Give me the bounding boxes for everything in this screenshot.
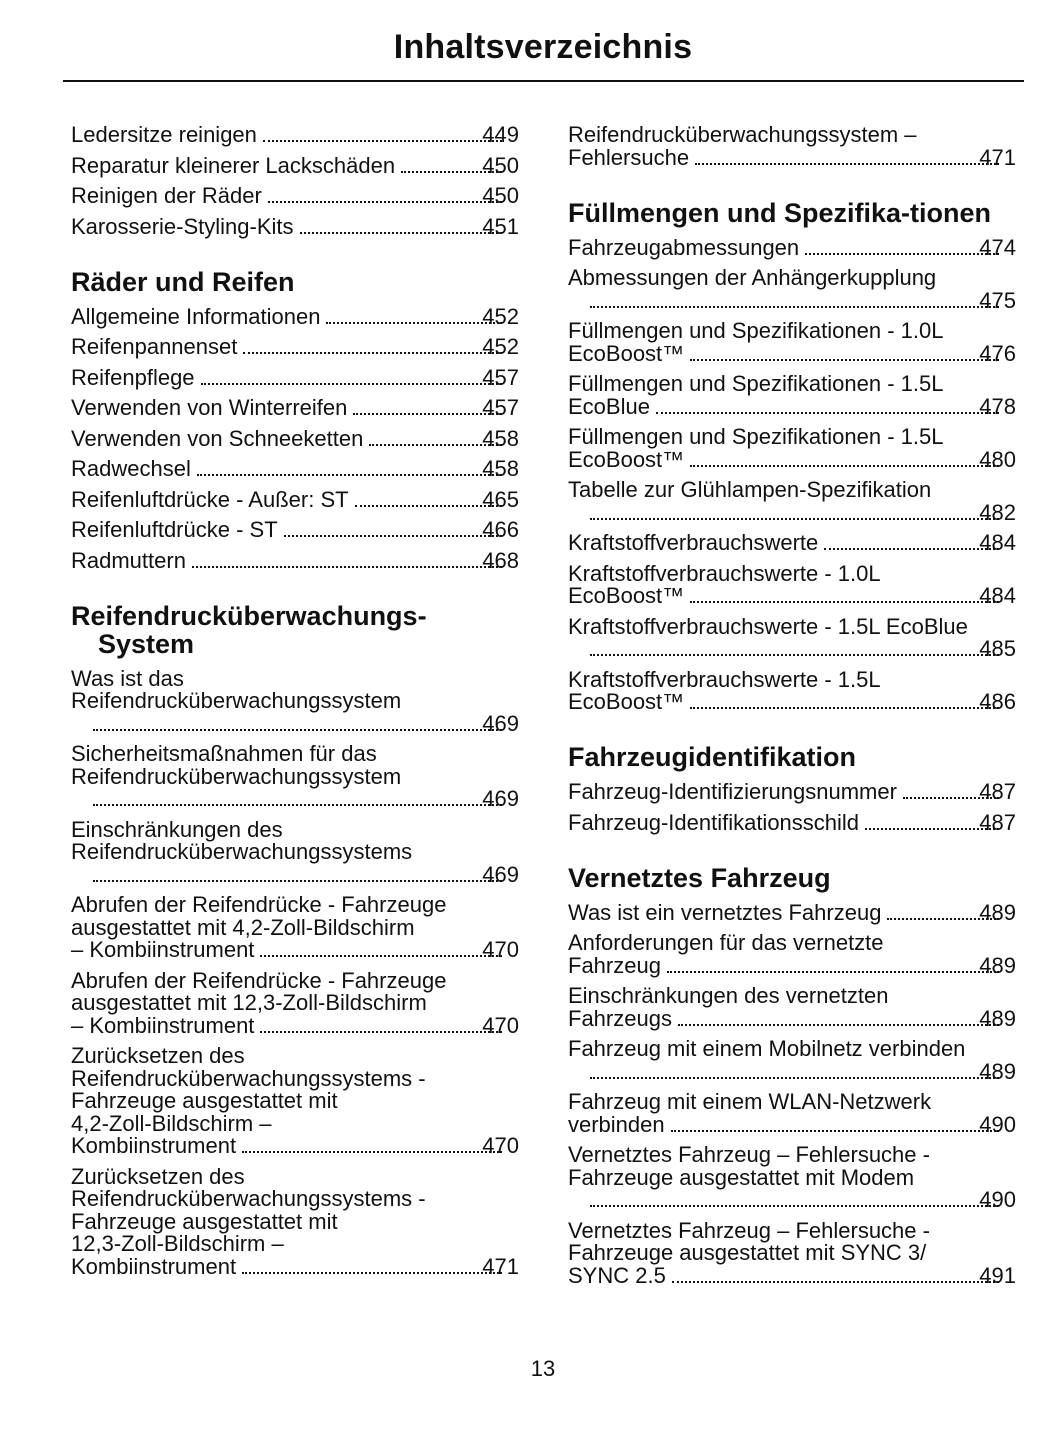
dot-leader xyxy=(263,140,502,142)
title-divider xyxy=(63,80,1024,82)
toc-entry-text: – Kombiinstrument xyxy=(71,1012,255,1038)
dot-leader xyxy=(678,1024,999,1026)
toc-entry-line xyxy=(568,393,1016,419)
toc-entry-text: EcoBlue xyxy=(568,393,650,419)
toc-entry-line xyxy=(568,477,1016,502)
toc-entry-text: Reifendrucküberwachungssystem – xyxy=(568,122,917,147)
toc-entry[interactable] xyxy=(568,426,1016,472)
toc-entry-line xyxy=(568,899,1016,925)
toc-entry-line xyxy=(71,665,519,691)
toc-entry-line xyxy=(71,1043,519,1068)
dot-leader xyxy=(690,465,999,467)
toc-entry-text: verbinden xyxy=(568,1111,665,1137)
toc-entry-text: Einschränkungen des vernetzten xyxy=(568,983,889,1008)
toc-page-number: 487 xyxy=(979,779,1016,804)
toc-entry-line xyxy=(71,1186,519,1211)
toc-entry-text: Fehlersuche xyxy=(568,144,690,170)
toc-entry[interactable] xyxy=(568,1038,1016,1084)
toc-entry-text: Reinigen der Räder xyxy=(71,183,262,208)
toc-entry[interactable] xyxy=(568,267,1016,313)
toc-entry-text: Was ist das xyxy=(71,665,184,691)
toc-entry-line xyxy=(568,1217,1016,1243)
dot-leader xyxy=(590,654,999,656)
toc-page-number: 485 xyxy=(979,636,1016,661)
toc-entry-text: Reifendrucküberwachungssystem xyxy=(71,688,402,713)
toc-entry-text: EcoBoost™ xyxy=(568,446,685,472)
toc-entry-text: Reifenluftdrücke - ST xyxy=(71,517,278,542)
toc-entry-text: Einschränkungen des xyxy=(71,816,283,842)
dot-leader xyxy=(268,201,503,203)
toc-entry[interactable] xyxy=(568,479,1016,525)
section-heading: Fahrzeugidentifikation xyxy=(568,742,857,772)
toc-page-number: 476 xyxy=(979,340,1016,366)
toc-page-number: 490 xyxy=(979,1187,1016,1212)
toc-entry-line xyxy=(568,371,1016,396)
toc-entry[interactable] xyxy=(71,185,519,208)
toc-entry-text: Reifenpannenset xyxy=(71,334,238,359)
toc-entry[interactable] xyxy=(71,397,519,420)
toc-page-number: 489 xyxy=(979,899,1016,925)
toc-entry-text: Fahrzeuge ausgestattet mit SYNC 3/ xyxy=(568,1240,927,1265)
toc-entry-line xyxy=(568,952,1016,978)
toc-entry-text: Fahrzeugs xyxy=(568,1005,672,1031)
dot-leader xyxy=(192,566,502,568)
toc-entry-text: Kraftstoffverbrauchswerte - 1.5L EcoBlue xyxy=(568,613,968,639)
toc-entry-line xyxy=(93,710,519,736)
toc-entry-line xyxy=(590,638,1016,661)
toc-entry-text: Reifenluftdrücke - Außer: ST xyxy=(71,486,349,512)
dot-leader xyxy=(695,163,999,165)
toc-entry-text: Füllmengen und Spezifikationen - 1.0L xyxy=(568,318,944,343)
toc-entry-text: Allgemeine Informationen xyxy=(71,303,321,329)
toc-entry-text: ausgestattet mit 4,2-Zoll-Bildschirm xyxy=(71,914,415,940)
toc-page-number: 452 xyxy=(482,303,519,329)
toc-entry-line xyxy=(568,340,1016,366)
toc-entry-text: Abmessungen der Anhängerkupplung xyxy=(568,265,937,290)
toc-entry[interactable] xyxy=(71,152,519,178)
toc-page-number: 489 xyxy=(979,952,1016,978)
toc-entry-line xyxy=(71,213,519,239)
toc-page-number: 486 xyxy=(979,689,1016,714)
toc-entry-line xyxy=(568,1262,1016,1288)
toc-entry[interactable] xyxy=(568,234,1016,260)
toc-entry-line xyxy=(590,1058,1016,1084)
toc-entry-line xyxy=(71,937,519,962)
toc-entry[interactable] xyxy=(71,124,519,147)
toc-entry-text: Abrufen der Reifendrücke - Fahrzeuge xyxy=(71,967,447,993)
dot-leader xyxy=(93,804,502,806)
toc-entry-text: Kombiinstrument xyxy=(71,1133,237,1158)
toc-entry-line xyxy=(71,892,519,917)
toc-entry[interactable] xyxy=(568,613,1016,662)
toc-entry-text: Abrufen der Reifendrücke - Fahrzeuge xyxy=(71,892,447,917)
toc-page-number: 484 xyxy=(979,530,1016,555)
toc-entry-text: EcoBoost™ xyxy=(568,583,685,608)
toc-entry-text: Kombiinstrument xyxy=(71,1253,237,1279)
toc-entry-line xyxy=(568,689,1016,714)
toc-page-number: 470 xyxy=(482,1012,519,1038)
toc-page-number: 469 xyxy=(482,710,519,736)
toc-entry-text: Kraftstoffverbrauchswerte xyxy=(568,530,819,555)
toc-entry[interactable] xyxy=(568,1144,1016,1212)
toc-page-number: 480 xyxy=(979,446,1016,472)
toc-page-number: 489 xyxy=(979,1058,1016,1084)
toc-entry-text: Vernetztes Fahrzeug – Fehlersuche - xyxy=(568,1142,930,1167)
toc-entry-line xyxy=(71,303,519,329)
toc-page-number: 489 xyxy=(979,1005,1016,1031)
toc-entry-line xyxy=(71,486,519,512)
toc-entry-text: Reifendrucküberwachungssystem xyxy=(71,763,402,789)
toc-entry-line xyxy=(568,1005,1016,1031)
dot-leader xyxy=(326,322,502,324)
toc-entry[interactable] xyxy=(71,519,519,542)
section-heading: Reifendrucküberwachungs-System xyxy=(71,600,427,659)
toc-entry[interactable] xyxy=(71,743,519,811)
dot-leader xyxy=(590,306,999,308)
toc-entry-line xyxy=(71,122,519,147)
toc-entry-line xyxy=(71,395,519,420)
toc-entry-line xyxy=(568,930,1016,955)
toc-page-number: 490 xyxy=(979,1111,1016,1137)
toc-page-number: 450 xyxy=(482,152,519,178)
dot-leader xyxy=(243,352,502,354)
toc-entry[interactable] xyxy=(71,894,519,962)
toc-page-number: 457 xyxy=(482,395,519,420)
toc-entry-text: Anforderungen für das vernetzte xyxy=(568,930,884,955)
toc-entry-line xyxy=(71,1133,519,1158)
toc-right-column xyxy=(568,124,1016,1288)
dot-leader xyxy=(197,474,502,476)
toc-entry-line xyxy=(568,1111,1016,1137)
toc-entry-line xyxy=(93,788,519,811)
toc-entry-line xyxy=(71,425,519,451)
toc-page-number: 470 xyxy=(482,937,519,962)
toc-entry-line xyxy=(71,334,519,359)
toc-entry-text: Fahrzeug-Identifizierungsnummer xyxy=(568,779,897,804)
toc-page-number: 450 xyxy=(482,183,519,208)
toc-entry-line xyxy=(568,1240,1016,1265)
toc-entry-line xyxy=(71,183,519,208)
toc-entry-text: SYNC 2.5 xyxy=(568,1262,666,1288)
dot-leader xyxy=(93,729,502,731)
toc-entry-line xyxy=(568,613,1016,639)
toc-entry-line xyxy=(568,983,1016,1008)
toc-entry-text: Reifendrucküberwachungssystems - xyxy=(71,1065,426,1091)
toc-page-number: 471 xyxy=(979,144,1016,170)
toc-entry-line xyxy=(71,1163,519,1189)
dot-leader xyxy=(667,971,999,973)
toc-entry-line xyxy=(71,741,519,766)
toc-page-number: 468 xyxy=(482,547,519,573)
dot-leader xyxy=(690,359,999,361)
toc-entry-text: Fahrzeug mit einem WLAN-Netzwerk xyxy=(568,1089,932,1114)
toc-entry[interactable] xyxy=(71,425,519,451)
toc-entry[interactable] xyxy=(71,486,519,512)
toc-entry[interactable] xyxy=(568,560,1016,609)
toc-entry-text: Radwechsel xyxy=(71,456,191,481)
toc-page-number: 458 xyxy=(482,425,519,451)
dot-leader xyxy=(590,1077,999,1079)
toc-entry-text: 12,3-Zoll-Bildschirm – xyxy=(71,1231,284,1256)
toc-entry-text: ausgestattet mit 12,3-Zoll-Bildschirm xyxy=(71,990,427,1015)
toc-entry-text: Reifendrucküberwachungssystems - xyxy=(71,1186,426,1211)
toc-entry-line xyxy=(590,287,1016,313)
section-heading: Füllmengen und Spezifika-tionen xyxy=(568,197,992,228)
toc-entry[interactable] xyxy=(71,364,519,390)
toc-entry-text: Radmuttern xyxy=(71,547,186,573)
toc-entry-text: Fahrzeug mit einem Mobilnetz verbinden xyxy=(568,1036,966,1061)
toc-entry-line xyxy=(568,122,1016,147)
toc-page-number: 469 xyxy=(482,786,519,811)
toc-entry-text: EcoBoost™ xyxy=(568,689,685,714)
toc-entry-line xyxy=(568,560,1016,586)
toc-entry-line xyxy=(93,861,519,887)
toc-entry[interactable] xyxy=(568,899,1016,925)
toc-entry-line xyxy=(71,547,519,573)
dot-leader xyxy=(355,505,503,507)
toc-entry[interactable] xyxy=(71,547,519,573)
toc-entry-line xyxy=(568,530,1016,555)
toc-entry-line xyxy=(71,364,519,390)
dot-leader xyxy=(93,880,502,882)
toc-entry-text: Reifendrucküberwachungssystems xyxy=(71,839,413,864)
dot-leader xyxy=(824,548,999,550)
toc-entry-line xyxy=(568,666,1016,692)
toc-page-number: 451 xyxy=(482,213,519,239)
dot-leader xyxy=(690,707,999,709)
toc-page-number: 482 xyxy=(979,499,1016,525)
dot-leader xyxy=(284,535,503,537)
dot-leader xyxy=(260,1031,502,1033)
toc-entry-line xyxy=(568,424,1016,449)
toc-entry-line xyxy=(568,318,1016,343)
toc-entry[interactable] xyxy=(71,336,519,359)
toc-entry-line xyxy=(568,446,1016,472)
page-title: Inhaltsverzeichnis xyxy=(393,28,693,66)
toc-entry-line xyxy=(71,688,519,713)
toc-entry-text: Fahrzeuge ausgestattet mit Modem xyxy=(568,1164,915,1190)
toc-entry[interactable] xyxy=(568,666,1016,715)
toc-entry-line xyxy=(71,1253,519,1279)
toc-entry-line xyxy=(71,914,519,940)
toc-entry[interactable] xyxy=(568,373,1016,419)
dot-leader xyxy=(590,518,999,520)
toc-entry-line xyxy=(71,456,519,481)
toc-page-number: 466 xyxy=(482,517,519,542)
toc-entry-line xyxy=(71,1065,519,1091)
toc-entry[interactable] xyxy=(71,1163,519,1279)
dot-leader xyxy=(805,253,999,255)
dot-leader xyxy=(656,412,999,414)
toc-entry[interactable] xyxy=(71,816,519,887)
toc-entry[interactable] xyxy=(568,809,1016,835)
toc-entry[interactable] xyxy=(71,303,519,329)
toc-page-number: 449 xyxy=(482,122,519,147)
toc-entry[interactable] xyxy=(568,985,1016,1031)
toc-entry-text: Tabelle zur Glühlampen-Spezifikation xyxy=(568,477,932,502)
toc-entry-text: 4,2-Zoll-Bildschirm – xyxy=(71,1110,272,1136)
toc-entry-text: Kraftstoffverbrauchswerte - 1.5L xyxy=(568,666,881,692)
toc-page-number: 475 xyxy=(979,287,1016,313)
dot-leader xyxy=(690,601,999,603)
toc-entry-text: Kraftstoffverbrauchswerte - 1.0L xyxy=(568,560,881,586)
toc-entry-line xyxy=(568,1164,1016,1190)
toc-entry-line xyxy=(71,990,519,1015)
toc-page-number: 491 xyxy=(979,1262,1016,1288)
toc-entry-line xyxy=(71,816,519,842)
toc-entry-line xyxy=(568,1142,1016,1167)
toc-page-number: 458 xyxy=(482,456,519,481)
toc-entry-text: Füllmengen und Spezifikationen - 1.5L xyxy=(568,424,944,449)
toc-entry-line xyxy=(71,1208,519,1234)
toc-page-number: 465 xyxy=(482,486,519,512)
toc-entry[interactable] xyxy=(71,1045,519,1158)
toc-page-number: 470 xyxy=(482,1133,519,1158)
toc-entry-text: Was ist ein vernetztes Fahrzeug xyxy=(568,899,882,925)
toc-entry-text: Fahrzeuge ausgestattet mit xyxy=(71,1088,338,1113)
toc-entry[interactable] xyxy=(71,213,519,239)
toc-entry[interactable] xyxy=(71,967,519,1038)
toc-entry-line xyxy=(71,1110,519,1136)
toc-entry-text: Reifenpflege xyxy=(71,364,195,390)
toc-entry-text: – Kombiinstrument xyxy=(71,937,255,962)
section-heading: Vernetztes Fahrzeug xyxy=(568,862,831,893)
toc-entry-text: Vernetztes Fahrzeug – Fehlersuche - xyxy=(568,1217,930,1243)
toc-entry-line xyxy=(568,583,1016,608)
toc-page-number: 471 xyxy=(482,1253,519,1279)
toc-entry-text: Zurücksetzen des xyxy=(71,1163,245,1189)
toc-page-number: 469 xyxy=(482,861,519,887)
dot-leader xyxy=(300,232,503,234)
toc-entry[interactable] xyxy=(568,532,1016,555)
toc-page-number: 452 xyxy=(482,334,519,359)
toc-entry[interactable] xyxy=(568,320,1016,366)
toc-entry-line xyxy=(590,499,1016,525)
toc-page-number: 487 xyxy=(979,809,1016,835)
toc-entry-line xyxy=(568,809,1016,835)
dot-leader xyxy=(353,413,502,415)
toc-entry-line xyxy=(568,779,1016,804)
toc-entry-line xyxy=(568,1089,1016,1114)
toc-left-column xyxy=(71,124,519,1279)
toc-entry-text: Karosserie-Styling-Kits xyxy=(71,213,294,239)
toc-entry-line xyxy=(71,1231,519,1256)
toc-entry-line xyxy=(568,144,1016,170)
toc-entry[interactable] xyxy=(568,1217,1016,1288)
toc-entry-line xyxy=(71,1088,519,1113)
toc-entry-line xyxy=(71,1012,519,1038)
toc-entry-line xyxy=(568,265,1016,290)
toc-entry[interactable] xyxy=(568,932,1016,978)
toc-entry[interactable] xyxy=(568,124,1016,170)
toc-entry-line xyxy=(71,839,519,864)
toc-entry-text: EcoBoost™ xyxy=(568,340,685,366)
toc-entry-text: Fahrzeug-Identifikationsschild xyxy=(568,809,860,835)
toc-entry-line xyxy=(568,1036,1016,1061)
toc-page-number: 457 xyxy=(482,364,519,390)
toc-entry-text: Reparatur kleinerer Lackschäden xyxy=(71,152,396,178)
toc-entry[interactable] xyxy=(71,458,519,481)
dot-leader xyxy=(242,1272,502,1274)
toc-entry-text: Fahrzeuge ausgestattet mit xyxy=(71,1208,338,1234)
toc-entry-line xyxy=(71,763,519,789)
toc-entry-text: Verwenden von Schneeketten xyxy=(71,425,364,451)
page-number: 13 xyxy=(530,1356,556,1381)
dot-leader xyxy=(260,955,502,957)
section-heading: Räder und Reifen xyxy=(71,266,295,297)
dot-leader xyxy=(201,383,503,385)
dot-leader xyxy=(242,1151,502,1153)
dot-leader xyxy=(671,1130,1000,1132)
toc-entry[interactable] xyxy=(71,665,519,736)
toc-entry-line xyxy=(590,1189,1016,1212)
toc-entry-text: Ledersitze reinigen xyxy=(71,122,257,147)
toc-entry[interactable] xyxy=(568,1091,1016,1137)
toc-entry-line xyxy=(568,234,1016,260)
toc-page-number: 474 xyxy=(979,234,1016,260)
toc-entry-text: Fahrzeugabmessungen xyxy=(568,234,800,260)
toc-entry-line xyxy=(71,517,519,542)
toc-entry[interactable] xyxy=(568,781,1016,804)
toc-entry-text: Sicherheitsmaßnahmen für das xyxy=(71,741,377,766)
toc-entry-text: Verwenden von Winterreifen xyxy=(71,395,348,420)
toc-entry-line xyxy=(71,152,519,178)
toc-entry-text: Zurücksetzen des xyxy=(71,1043,245,1068)
toc-entry-text: Fahrzeug xyxy=(568,952,661,978)
toc-page-number: 484 xyxy=(979,583,1016,608)
toc-entry-text: Füllmengen und Spezifikationen - 1.5L xyxy=(568,371,944,396)
dot-leader xyxy=(590,1205,999,1207)
toc-page-number: 478 xyxy=(979,393,1016,419)
toc-entry-line xyxy=(71,967,519,993)
dot-leader xyxy=(672,1281,999,1283)
